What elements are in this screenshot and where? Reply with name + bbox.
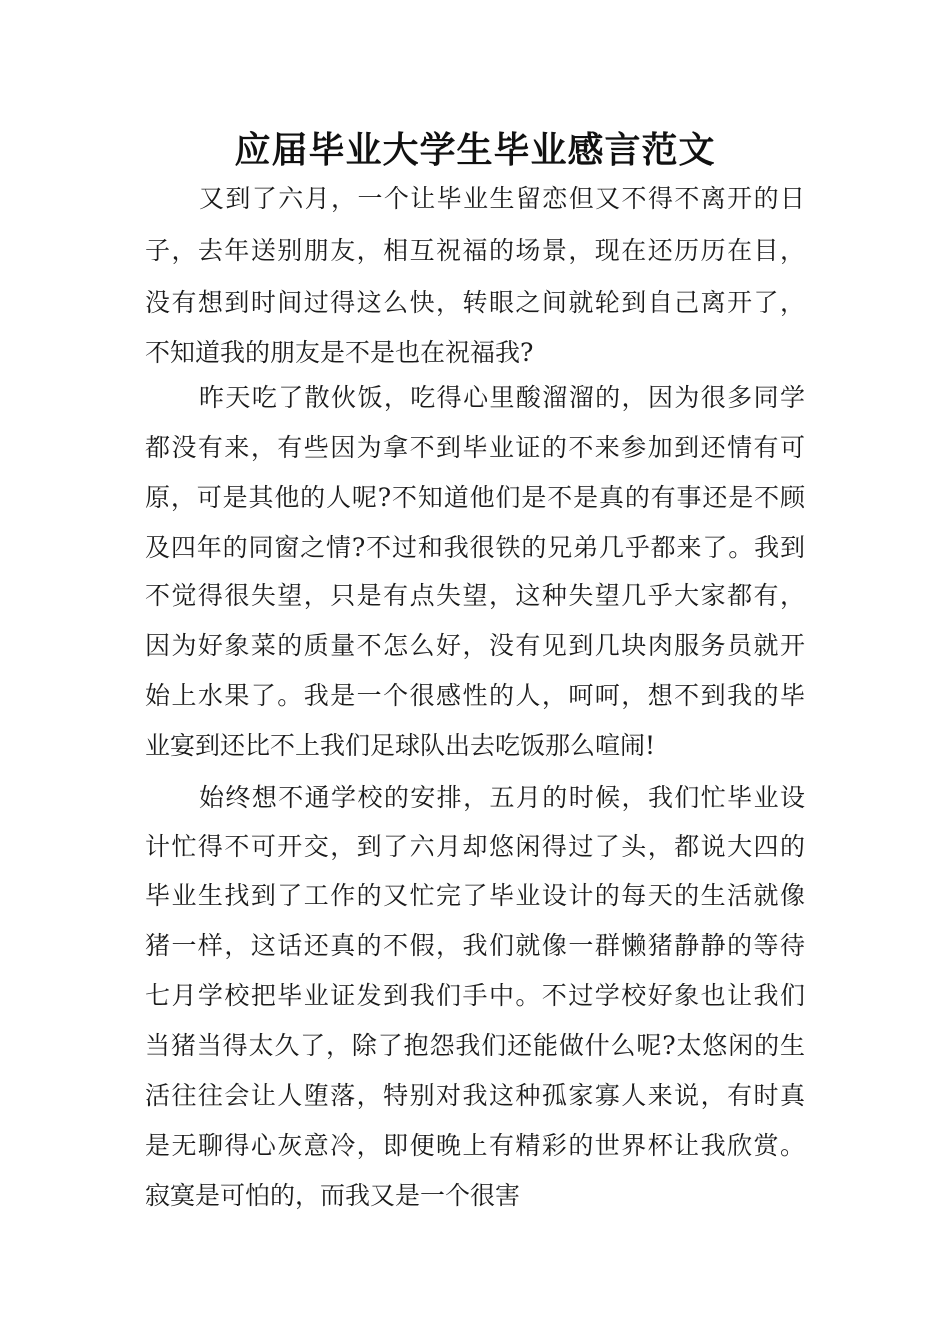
text-line: 寂寞是可怕的，而我又是一个很害: [145, 1181, 521, 1210]
text-line: 不知道我的朋友是不是也在祝福我?: [145, 338, 534, 367]
text-line: 又到了六月，一个让毕业生留恋但又不得不离开的日: [199, 184, 805, 213]
text-line: 因为好象菜的质量不怎么好，没有见到几块肉服务员就开: [145, 631, 805, 660]
text-line: 始终想不通学校的安排，五月的时候，我们忙毕业设: [199, 783, 805, 812]
text-line: 当猪当得太久了，除了抱怨我们还能做什么呢?太悠闲的生: [145, 1031, 805, 1060]
text-line: 是无聊得心灰意冷，即便晚上有精彩的世界杯让我欣赏。: [145, 1131, 805, 1160]
text-line: 没有想到时间过得这么快，转眼之间就轮到自己离开了，: [145, 288, 805, 317]
text-line: 毕业生找到了工作的又忙完了毕业设计的每天的生活就像: [145, 881, 805, 910]
text-line: 昨天吃了散伙饭，吃得心里酸溜溜的，因为很多同学: [199, 383, 805, 412]
text-line: 不觉得很失望，只是有点失望，这种失望几乎大家都有，: [145, 581, 805, 610]
document-title: 应届毕业大学生毕业感言范文: [234, 130, 716, 171]
text-line: 业宴到还比不上我们足球队出去吃饭那么喧闹!: [145, 731, 656, 760]
text-line: 及四年的同窗之情?不过和我很铁的兄弟几乎都来了。我到: [145, 533, 805, 562]
text-line: 活往往会让人堕落，特别对我这种孤家寡人来说，有时真: [145, 1081, 805, 1110]
text-line: 猪一样，这话还真的不假，我们就像一群懒猪静静的等待: [145, 931, 805, 960]
text-line: 原，可是其他的人呢?不知道他们是不是真的有事还是不顾: [145, 483, 805, 512]
text-line: 都没有来，有些因为拿不到毕业证的不来参加到还情有可: [145, 433, 805, 462]
text-line: 计忙得不可开交，到了六月却悠闲得过了头，都说大四的: [145, 832, 805, 861]
text-line: 子，去年送别朋友，相互祝福的场景，现在还历历在目，: [145, 236, 805, 265]
text-line: 始上水果了。我是一个很感性的人，呵呵，想不到我的毕: [145, 681, 805, 710]
text-line: 七月学校把毕业证发到我们手中。不过学校好象也让我们: [145, 981, 805, 1010]
